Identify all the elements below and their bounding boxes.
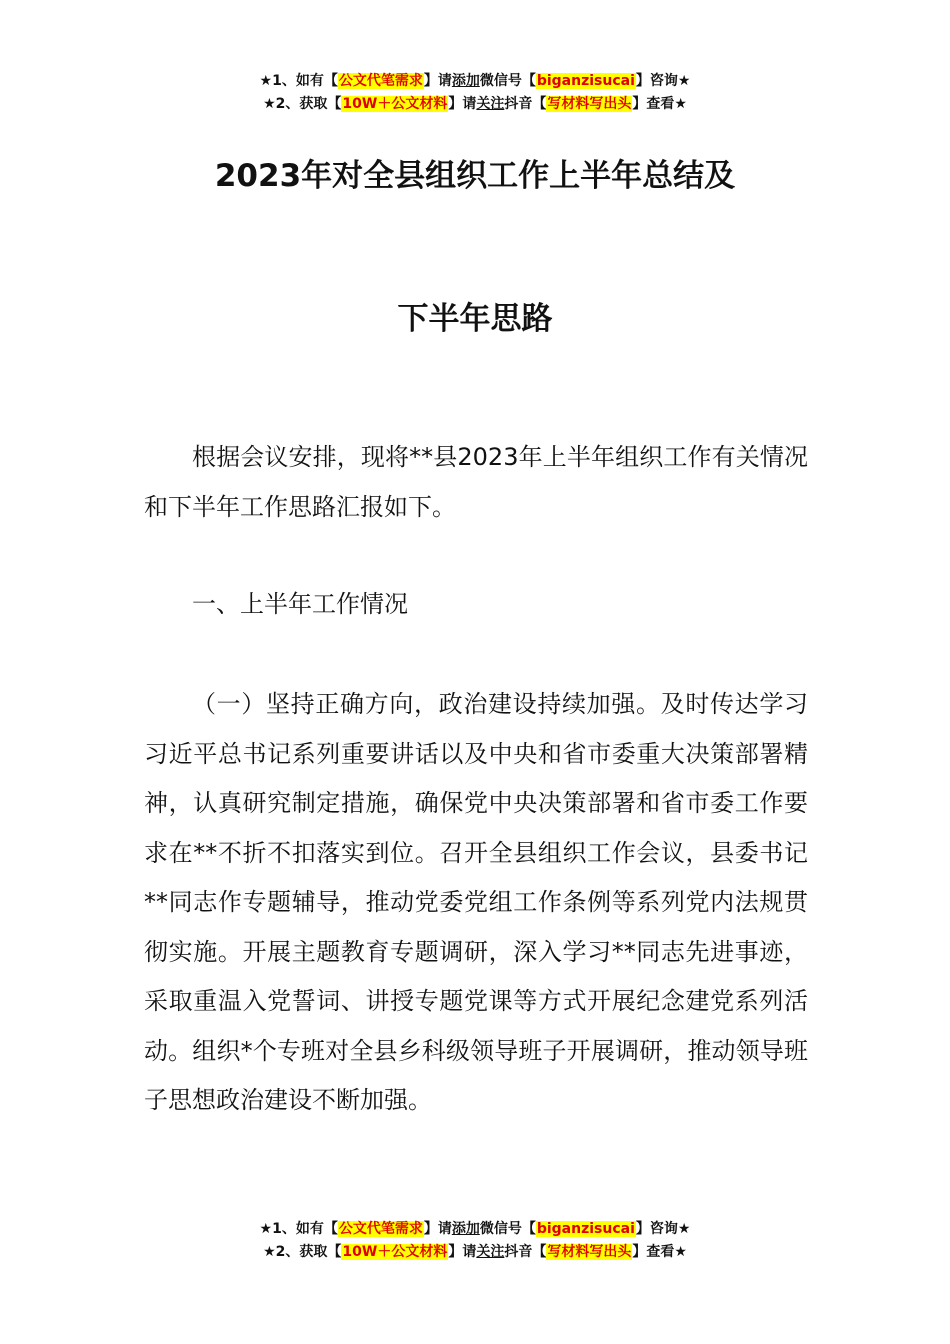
body-paragraph: （一）坚持正确方向，政治建设持续加强。及时传达学习习近平总书记系列重要讲话以及中央和省市委重大决策部署精神，认真研究制定措施，确保党中央决策部署和省市委工作要求在**不折不扣落实到位。召开全县组织工作会议，县委书记**同志作专题辅导，推动党委党组工作条例等系列党内法规贯彻实施。开展主题教育专题调研，深入学习**同志先进事迹，采取重温入党誓词、讲授专题党课等方式开展纪念建党系列活动。组织*个专班对全县乡科级领导班子开展调研，推动领导班子思想政治建设不断加强。	[144, 690, 808, 1114]
document-title-line-1: 2023年对全县组织工作上半年总结及	[214, 158, 736, 194]
banner-text: 】查看★	[632, 96, 687, 112]
header-banner	[0, 70, 950, 116]
banner-text: ★1、如有【	[259, 73, 338, 89]
intro-paragraph: 根据会议安排，现将**县2023年上半年组织工作有关情况和下半年工作思路汇报如下。	[144, 443, 808, 521]
banner-highlight: 10W＋公文材料	[342, 96, 448, 112]
banner-text: 微信号【	[479, 1221, 536, 1237]
banner-highlight: biganzisucai	[536, 1221, 635, 1237]
banner-highlight: 写材料写出头	[547, 96, 632, 112]
banner-text: 】查看★	[632, 1244, 687, 1260]
banner-text: 】请	[423, 73, 452, 89]
banner-text: 抖音【	[504, 96, 547, 112]
banner-line-2	[0, 93, 950, 116]
banner-highlight: 公文代笔需求	[338, 1221, 423, 1237]
banner-text: 】咨询★	[635, 1221, 691, 1237]
banner-highlight: 10W＋公文材料	[342, 1244, 448, 1260]
banner-text: 】咨询★	[635, 73, 691, 89]
banner-text: 】请	[423, 1221, 452, 1237]
banner-underlined: 添加	[451, 1221, 480, 1237]
banner-underlined: 关注	[476, 1244, 505, 1260]
banner-underlined: 关注	[476, 96, 505, 112]
banner-text: ★2、获取【	[263, 1244, 342, 1260]
footer-banner	[0, 1218, 950, 1264]
banner-line-1	[0, 70, 950, 93]
banner-underlined: 添加	[451, 73, 480, 89]
banner-text: 】请	[448, 96, 477, 112]
banner-text: ★1、如有【	[259, 1221, 338, 1237]
banner-text: ★2、获取【	[263, 96, 342, 112]
banner-line-2	[0, 1241, 950, 1264]
banner-highlight: 写材料写出头	[547, 1244, 632, 1260]
banner-text: 抖音【	[504, 1244, 547, 1260]
banner-highlight: 公文代笔需求	[338, 73, 423, 89]
document-title-line-2: 下半年思路	[397, 301, 553, 337]
banner-line-1	[0, 1218, 950, 1241]
banner-text: 】请	[448, 1244, 477, 1260]
banner-text: 微信号【	[479, 73, 536, 89]
banner-highlight: biganzisucai	[536, 73, 635, 89]
section-heading: 一、上半年工作情况	[192, 590, 408, 618]
